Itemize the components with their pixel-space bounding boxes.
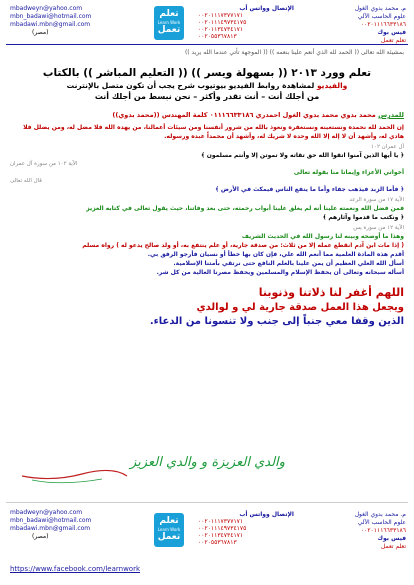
email-gmail[interactable]: mbadawi.mbn@gmail.com	[10, 21, 91, 28]
svg-text:والدي العزيزة و والدي العزيز: والدي العزيزة و والدي العزيز	[130, 455, 285, 470]
page-header	[6, 4, 408, 45]
teacher-text: محمد بدوي محمد بدوي الغول احمدري ٠١١١٦٦٣٣١٨٦ كلمة المهندس ((محمد بدوي))	[112, 111, 376, 119]
facebook-link[interactable]: فيس بوك	[377, 535, 406, 542]
phones-title: الإتصال وواتس أب	[239, 5, 294, 12]
basmala-line: بمشيئة الله تعالى (( الحمد لله الذي أنعم علينا بنعمه )) (( الموجهة تأتي عندما الله يريد ))	[184, 49, 404, 56]
email-hotmail[interactable]: mbn_badawi@hotmail.com	[10, 517, 92, 524]
country-label: (مصر)	[32, 29, 49, 36]
author-block	[316, 511, 406, 551]
author-block	[316, 5, 406, 45]
author-dept: علوم الحاسب الآلي	[357, 519, 406, 526]
subtitle-highlight: والفيديو	[316, 81, 348, 90]
prayer-line: ويجعل هذا العمل صدقة جارية لي و لوالدي	[196, 302, 404, 313]
intro-paragraph: إن الحمد لله نحمده ونستعينه ونستغفره ونعوذ بالله من شرور أنفسنا ومن سيئات أعمالنا، من يهده الله فلا مضل له، ومن يضلل فلا هادي له، وأشهد أن لا إله إلا الله وحده لا شريك له، وأشهد أن محمداً عبده ورسوله.	[23, 124, 404, 140]
facebook-url[interactable]: https://www.facebook.com/learnwork	[10, 565, 141, 573]
phone-number: ٠٠٢٠٥٥٣٦٧٨١٣	[198, 33, 237, 40]
email-gmail[interactable]: mbadawi.mbn@gmail.com	[10, 525, 91, 532]
phone-list	[198, 511, 308, 546]
contact-emails	[10, 5, 91, 37]
phone-number: ٠٠٢٠١١٣٤٧٣٤١٧١	[198, 532, 244, 539]
verse-reference: الآية ١٢ من سورة يس	[353, 225, 404, 231]
quran-verse: ﴿ يا أيها الذين آمنوا اتقوا الله حق تقاته ولا تموتن إلا وأنتم مسلمون ﴾	[201, 152, 404, 159]
contact-emails	[10, 509, 91, 541]
phone-alt: ٠٠٢٠١١١٦٦٣٣١٨٦	[360, 527, 406, 534]
phone-list	[198, 5, 308, 40]
prayer-line: الذين وقفا معي جنباً إلى جنب ولا تنسونا من الدعاء.	[149, 316, 404, 327]
page-footer	[6, 502, 408, 563]
hadith-intro: وهذا ما أوضحه وبينه لنا رسول الله في الحديث الشريف	[241, 233, 404, 240]
calligraphy-icon	[12, 446, 285, 488]
facebook-link[interactable]: فيس بوك	[377, 29, 406, 36]
hadith-text: ( إذا مات ابن آدم انقطع عمله إلا من ثلاث: من صدقة جارية، أو علم ينتفع به، أو ولد صالح يدعو له ) رواه مسلم	[82, 242, 404, 249]
closing-paragraph: أسأل الله العلي العظيم أن يمن علينا بالعلم النافع حتى نرتقي بأمتنا الإسلامية.	[173, 260, 404, 267]
learn-work-logo: تعلم Learn Work تعمل	[154, 6, 184, 40]
teacher-label: للمدرس	[378, 111, 404, 119]
country-label: (مصر)	[32, 533, 49, 540]
phones-title: الإتصال وواتس أب	[239, 511, 294, 518]
motto-line: من أجلك أنت – أنت تقدر وأكثر – نحن نبسط من أجلك أنت	[94, 92, 320, 101]
document-body	[10, 46, 404, 329]
email-yahoo[interactable]: mbadweyn@yahoo.com	[10, 5, 83, 12]
subtitle-text: لمشاهدة روابط الفيديو بيوتيوب شرح يجب أن تكون متصل بالإنترنت	[66, 81, 315, 90]
prayer-line: اللهم أغفر لنا ذلاتنا وذنوبنا	[258, 286, 404, 299]
closing-paragraph: أقدم هذه المادة العلمية مما أنعم الله علي، فإن كان بها خطأ أو نسيان فأرجو الرفق بي.	[147, 251, 404, 258]
parents-calligraphy	[12, 446, 285, 488]
virtue-paragraph: فمن فضل الله ونعمته علينا أنه لم يغلق علينا أبواب رحمته، حتى بعد وفاتنا، حيث يقول تعالى في كتابه العزيز	[86, 205, 404, 212]
author-name: م. محمد بدوي الغول	[354, 5, 406, 12]
author-name: م. محمد بدوي الغول	[354, 511, 406, 518]
phone-number: ٠٠٢٠١١١٧٣٧٧١٧١	[198, 12, 244, 19]
verse-reference: الآية ١٧ من سورة الرعد	[349, 197, 404, 203]
author-dept: علوم الحاسب الآلي	[357, 13, 406, 20]
quran-verse: ﴿ فأما الزبد فيذهب جفاء وأما ما ينفع الناس فيمكث في الأرض ﴾	[215, 186, 404, 193]
page-title: تعلم وورد ٢٠١٣ (( بسهولة ويسر )) (( التعليم المباشر )) بالكتاب	[42, 67, 372, 79]
slogan: تعلم تعمل	[380, 37, 406, 44]
calligraphy-ref: آل عمران ١٠٢	[371, 144, 404, 150]
phone-number: ٠٠٢٠١١٣٤٧٣٤١٧١	[198, 26, 244, 33]
teacher-line	[10, 111, 404, 120]
calligraphy-ref: قال الله تعالى	[10, 178, 42, 184]
phone-number: ٠٠٢٠١١١٤٩٧٣٤١٧٥	[198, 19, 247, 26]
closing-paragraph: أسأله سبحانه وتعالى أن يحفظ الإسلام والمسلمين ويحفظ مصرنا الغالية من كل شر.	[156, 269, 404, 276]
brothers-line: أخواتي الأعزاء وإيمانا منا بقوله تعالى	[293, 169, 404, 176]
quran-verse: ﴿ ونكتب ما قدموا وآثارهم ﴾	[322, 214, 404, 221]
slogan: تعلم تعمل	[380, 543, 406, 550]
subtitle	[10, 80, 404, 91]
phone-number: ٠٠٢٠١١١٤٩٧٣٤١٧٥	[198, 525, 247, 532]
phone-number: ٠٠٢٠٥٥٣٦٧٨١٣	[198, 539, 237, 546]
email-hotmail[interactable]: mbn_badawi@hotmail.com	[10, 13, 92, 20]
email-yahoo[interactable]: mbadweyn@yahoo.com	[10, 509, 83, 516]
learn-work-logo: تعلم Learn Work تعمل	[154, 513, 184, 547]
verse-reference: الآية ١٠٢ من سورة آل عمران	[10, 161, 78, 167]
phone-number: ٠٠٢٠١١١٧٣٧٧١٧١	[198, 518, 244, 525]
phone-alt: ٠٠٢٠١١١٦٦٣٣١٨٦	[360, 21, 406, 28]
